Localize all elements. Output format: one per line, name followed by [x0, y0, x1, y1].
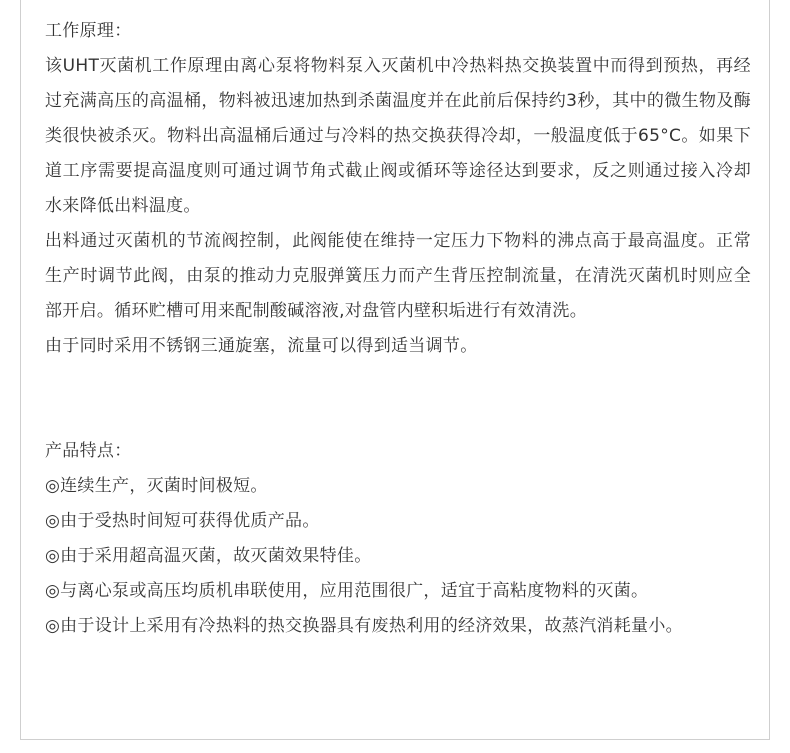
- section-spacer: [45, 364, 751, 434]
- principle-paragraph-2: 出料通过灭菌机的节流阀控制，此阀能使在维持一定压力下物料的沸点高于最高温度。正常生产时调节此阀，由泵的推动力克服弹簧压力而产生背压控制流量，在清洗灭菌机时则应全部开启。循环贮槽可用来配制酸碱溶液,对盘管内壁积垢进行有效清洗。: [45, 231, 751, 321]
- feature-item-1: ◎连续生产，灭菌时间极短。: [45, 476, 268, 496]
- feature-item-3: ◎由于采用超高温灭菌，故灭菌效果特佳。: [45, 546, 372, 566]
- principle-paragraph-1: 该UHT灭菌机工作原理由离心泵将物料泵入灭菌机中冷热料热交换装置中而得到预热，再经过充满高压的高温桶，物料被迅速加热到杀菌温度并在此前后保持约3秒，其中的微生物及酶类很快被杀灭。物料出高温桶后通过与冷料的热交换获得冷却，一般温度低于65°C。如果下道工序需要提高温度则可通过调节角式截止阀或循环等途径达到要求，反之则通过接入冷却水来降低出料温度。: [45, 56, 751, 216]
- document-content: [45, 14, 751, 644]
- feature-item-4: ◎与离心泵或高压均质机串联使用，应用范围很广，适宜于高粘度物料的灭菌。: [45, 581, 649, 601]
- principle-paragraph-3: 由于同时采用不锈钢三通旋塞，流量可以得到适当调节。: [45, 336, 478, 356]
- principle-heading: 工作原理：: [45, 21, 132, 41]
- feature-item-5: ◎由于设计上采用有冷热料的热交换器具有废热利用的经济效果，故蒸汽消耗量小。: [45, 616, 683, 636]
- document-frame: [20, 0, 770, 740]
- features-heading: 产品特点：: [45, 441, 132, 461]
- feature-item-2: ◎由于受热时间短可获得优质产品。: [45, 511, 320, 531]
